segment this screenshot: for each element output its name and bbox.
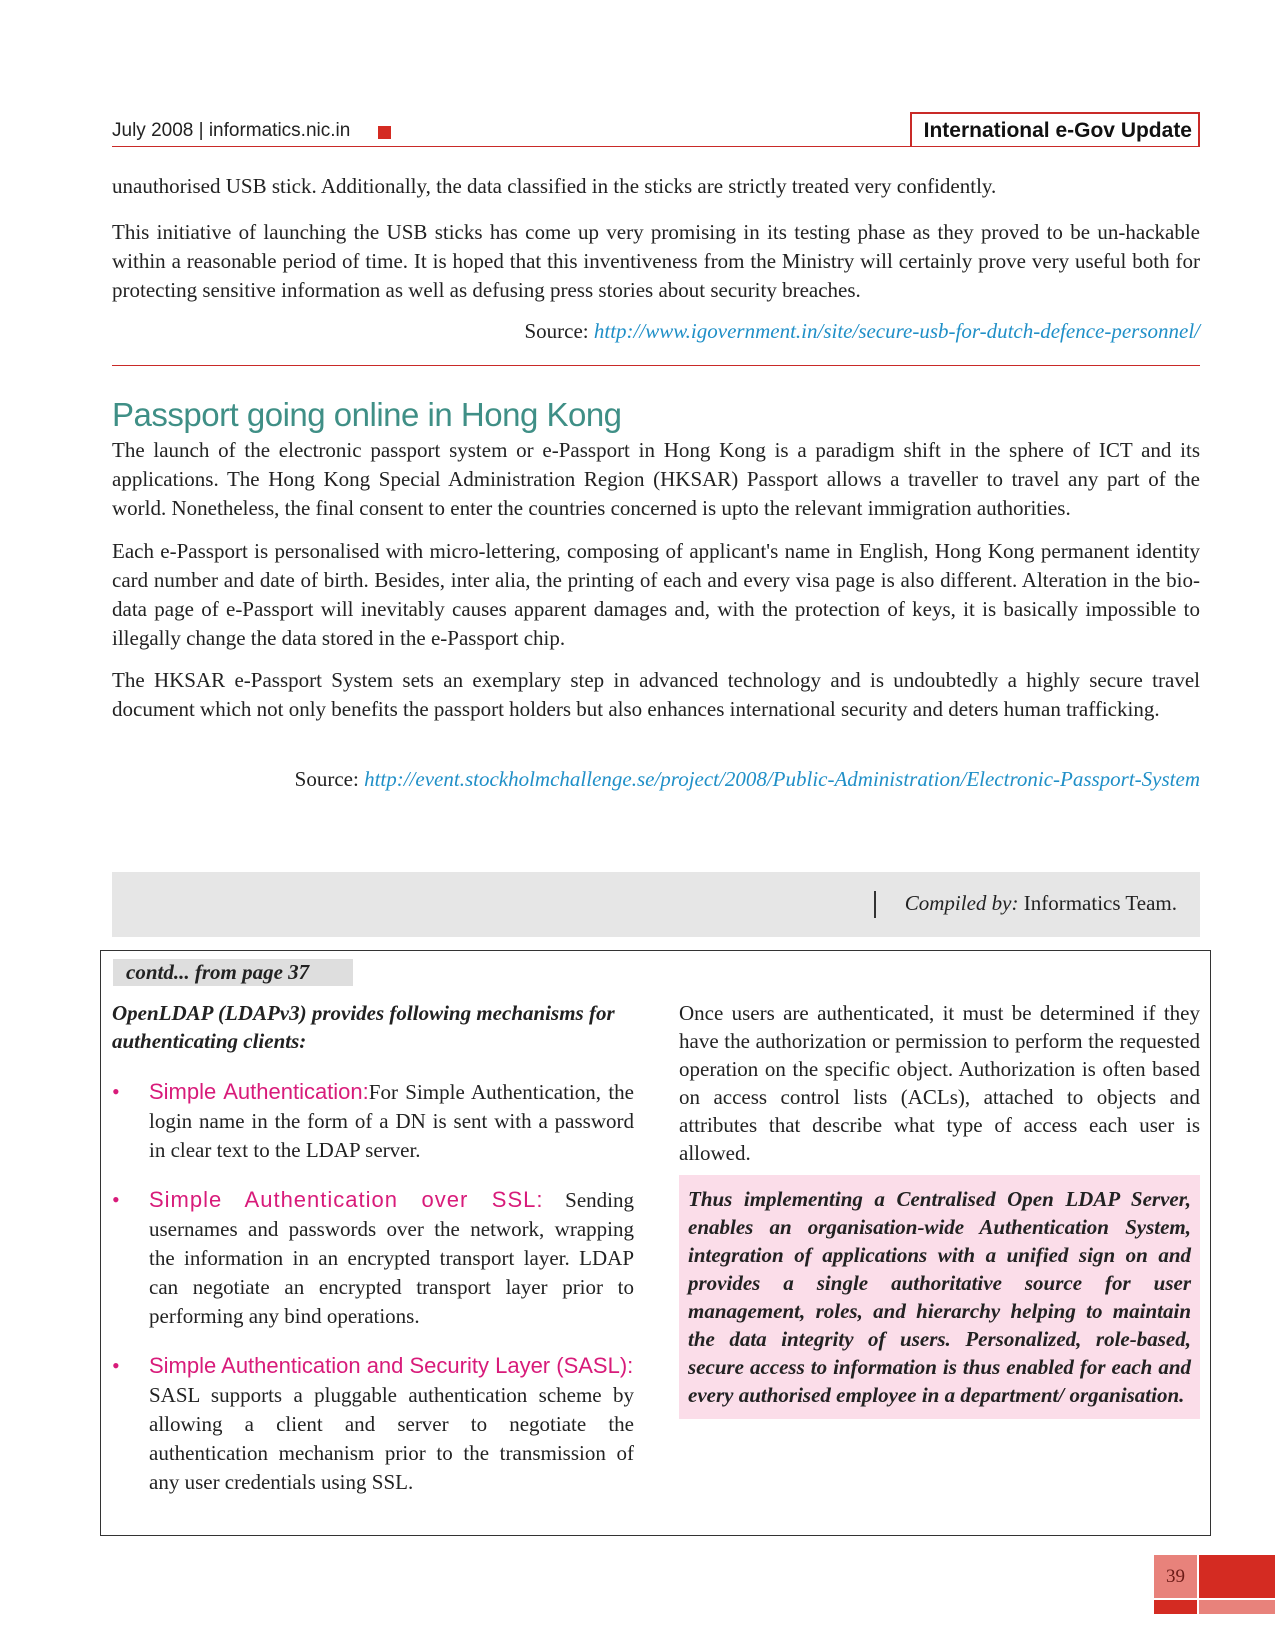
- compiled-by-value: Informatics Team.: [1023, 891, 1177, 915]
- section-divider: [112, 365, 1200, 366]
- ldap-right-column: [679, 999, 1200, 1419]
- usb-source-link[interactable]: http://www.igovernment.in/site/secure-usb-for-dutch-defence-personnel/: [593, 319, 1200, 343]
- usb-source-label: Source:: [524, 319, 589, 343]
- footer-block: [1154, 1600, 1197, 1614]
- bullet-icon: •: [112, 1079, 120, 1104]
- list-item: [112, 1351, 634, 1497]
- conclusion-highlight: Thus implementing a Centralised Open LDAP Server, enables an organisation-wide Authentication System, integration of applications with a unified sign on and provides a single authoritative source for user management, roles, and hierarchy helping to maintain the data integrity of users. Personalized, role-based, secure access to information is thus enabled for each and every authorised employee in a department/ organisation.: [679, 1175, 1200, 1419]
- passport-paragraph-2: Each e-Passport is personalised with micro-lettering, composing of applicant's name in English, Hong Kong permanent identity card number and date of birth. Besides, inter alia, the printing of each and every visa page is also different. Alteration in the bio-data page of e-Passport will inevitably causes apparent damages and, with the protection of keys, it is basically impossible to illegally change the data stored in the e-Passport chip.: [112, 539, 1200, 650]
- bullet-title: Simple Authentication and Security Layer (SASL):: [149, 1353, 634, 1378]
- compiled-by-label: Compiled by:: [904, 891, 1019, 915]
- compiled-divider: [874, 891, 876, 918]
- auth-mechanism-list: [112, 1077, 634, 1497]
- passport-source-link[interactable]: http://event.stockholmchallenge.se/project/2008/Public-Administration/Electronic-Passport-System: [364, 767, 1200, 791]
- bullet-icon: •: [112, 1187, 120, 1212]
- list-item: [112, 1077, 634, 1165]
- bullet-text: SASL supports a pluggable authentication scheme by allowing a client and server to negotiate the authentication mechanism prior to the transmission of any user credentials using SSL.: [149, 1383, 634, 1494]
- compiled-by-band: [112, 872, 1200, 937]
- header-date-site: July 2008 | informatics.nic.in: [112, 120, 351, 141]
- header-square-icon: [378, 126, 391, 139]
- usb-source: [524, 319, 1200, 344]
- usb-paragraph-2: This initiative of launching the USB sticks has come up very promising in its testing phase as they proved to be un-hackable within a reasonable period of time. It is hoped that this inventiveness from the Ministry will certainly prove very useful both for protecting sensitive information as well as defusing press stories about security breaches.: [112, 220, 1200, 302]
- bullet-title: Simple Authentication:: [149, 1079, 369, 1104]
- compiled-by: [905, 891, 1177, 916]
- passport-article-title: Passport going online in Hong Kong: [112, 396, 622, 433]
- page-number: 39: [1154, 1555, 1197, 1598]
- bullet-title: Simple Authentication over SSL:: [149, 1187, 544, 1212]
- header-divider: [112, 146, 1200, 147]
- page-header: [112, 112, 1200, 148]
- footer-block: [1199, 1600, 1275, 1614]
- passport-paragraph-1: The launch of the electronic passport system or e-Passport in Hong Kong is a paradigm shift in the sphere of ICT and its applications. The Hong Kong Special Administration Region (HKSAR) Passport allows a traveller to travel any part of the world. Nonetheless, the final consent to enter the countries concerned is upto the relevant immigration authorities.: [112, 438, 1200, 520]
- header-section-title: International e-Gov Update: [910, 112, 1200, 147]
- authorization-paragraph: Once users are authenticated, it must be determined if they have the authorization or permission to perform the requested operation on the specific object. Authorization is often based on access control lists (ACLs), attached to objects and attributes that describe what type of access each user is allowed.: [679, 1001, 1200, 1165]
- ldap-intro: OpenLDAP (LDAPv3) provides following mechanisms for authenticating clients:: [112, 1001, 615, 1053]
- ldap-left-column: [112, 999, 634, 1517]
- continued-from-label: contd... from page 37: [113, 959, 353, 986]
- usb-paragraph-1: unauthorised USB stick. Additionally, the data classified in the sticks are strictly treated very confidently.: [112, 174, 997, 198]
- bullet-icon: •: [112, 1353, 120, 1378]
- list-item: [112, 1185, 634, 1331]
- passport-source: [295, 767, 1200, 792]
- footer-block: [1199, 1555, 1275, 1598]
- bullet-text: Sending usernames and passwords over the network, wrapping the information in an encrypted transport layer. LDAP can negotiate an encrypted transport layer prior to performing any bind operations.: [149, 1188, 635, 1328]
- bullet-text: For Simple Authentication, the login name in the form of a DN is sent with a password in clear text to the LDAP server.: [149, 1080, 634, 1162]
- ldap-continuation-box: [100, 950, 1211, 1536]
- passport-paragraph-3: The HKSAR e-Passport System sets an exemplary step in advanced technology and is undoubtedly a highly secure travel document which not only benefits the passport holders but also enhances international security and deters human trafficking.: [112, 668, 1200, 721]
- passport-source-label: Source:: [294, 767, 359, 791]
